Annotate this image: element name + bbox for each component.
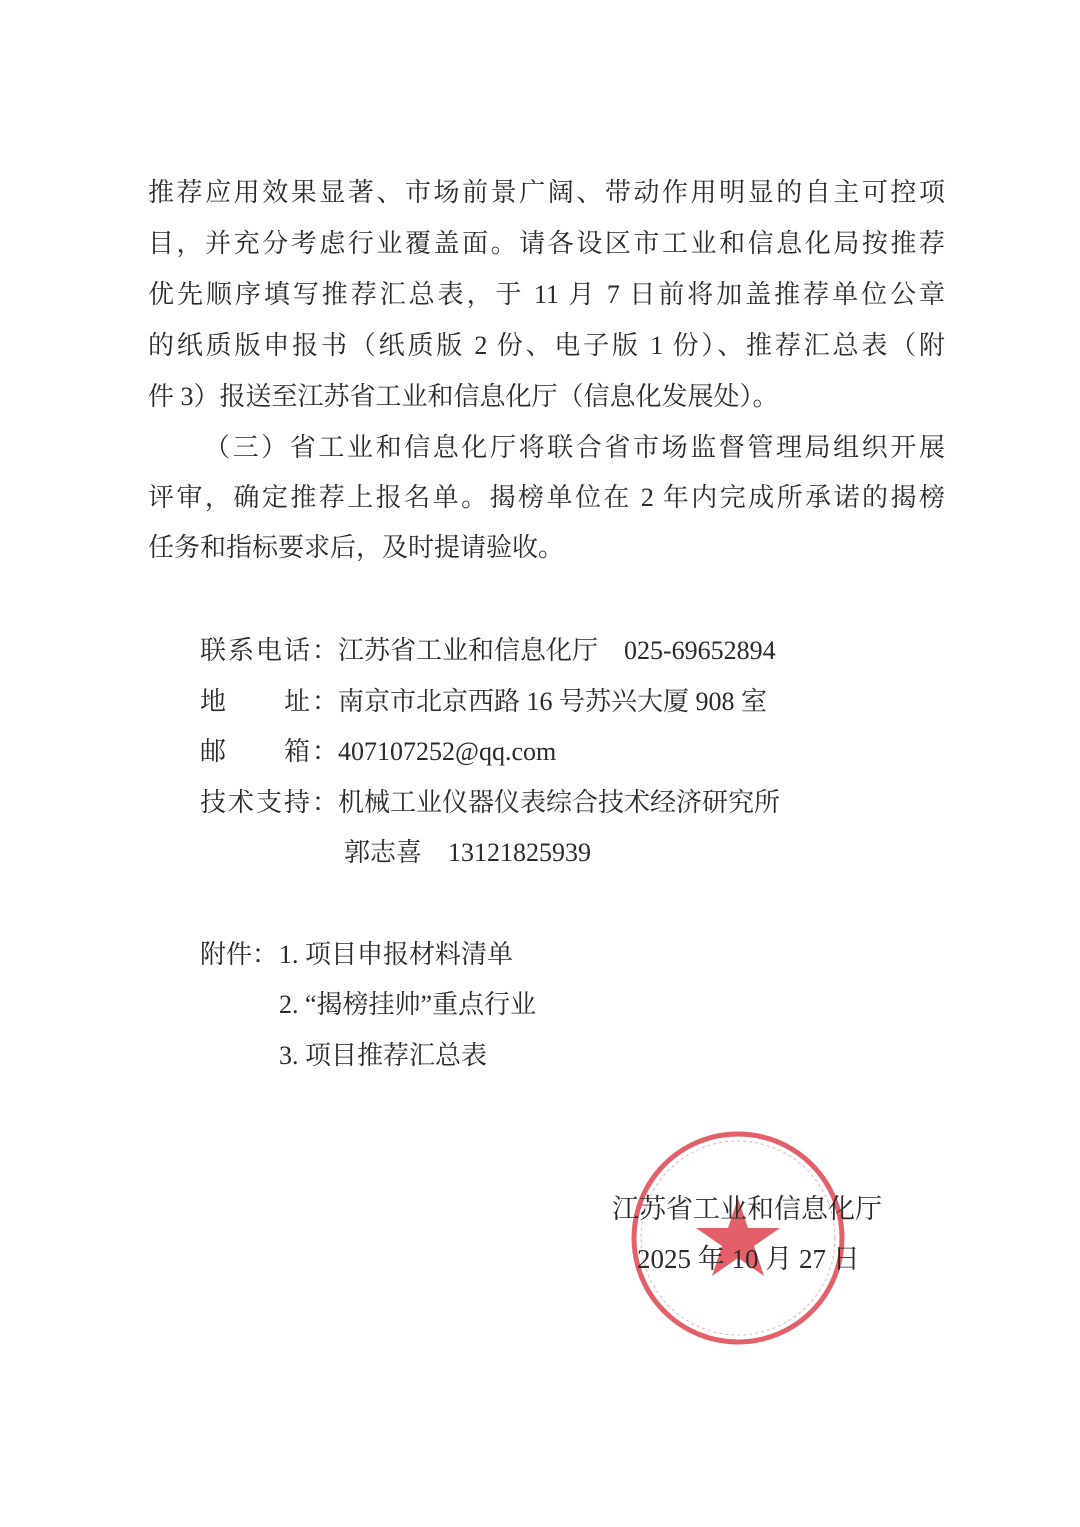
attachment-item: 2. “揭榜挂帅”重点行业 xyxy=(279,990,537,1019)
official-seal xyxy=(628,1128,848,1348)
attachments-label: 附件： xyxy=(200,940,279,969)
email-value: 407107252@qq.com xyxy=(338,737,557,766)
paragraph-line: 推荐应用效果显著、市场前景广阔、带动作用明显的自主可控项 xyxy=(148,178,945,207)
address-label: 地 址： xyxy=(200,687,338,716)
phone-label: 联系电话： xyxy=(200,636,338,665)
signature-date: 2025 年 10 月 27 日 xyxy=(637,1244,860,1274)
support-person: 郭志喜 13121825939 xyxy=(344,838,592,867)
paragraph-line: 评审，确定推荐上报名单。揭榜单位在 2 年内完成所承诺的揭榜 xyxy=(148,483,945,512)
signature-org: 江苏省工业和信息化厅 xyxy=(612,1194,882,1224)
paragraph-line: 目，并充分考虑行业覆盖面。请各设区市工业和信息化局按推荐 xyxy=(148,229,945,258)
paragraph-line: 件 3）报送至江苏省工业和信息化厅（信息化发展处）。 xyxy=(148,382,779,411)
support-value: 机械工业仪器仪表综合技术经济研究所 xyxy=(338,788,781,817)
email-label: 邮 箱： xyxy=(200,737,338,766)
support-label: 技术支持： xyxy=(200,788,338,817)
attachment-item: 3. 项目推荐汇总表 xyxy=(279,1041,488,1070)
phone-value: 江苏省工业和信息化厅 025-69652894 xyxy=(338,636,776,665)
address-value: 南京市北京西路 16 号苏兴大厦 908 室 xyxy=(338,687,768,716)
attachment-item: 1. 项目申报材料清单 xyxy=(279,940,514,969)
paragraph-line: （三）省工业和信息化厅将联合省市场监督管理局组织开展 xyxy=(204,433,945,462)
paragraph-line: 优先顺序填写推荐汇总表，于 11 月 7 日前将加盖推荐单位公章 xyxy=(148,280,945,309)
paragraph-line: 的纸质版申报书（纸质版 2 份、电子版 1 份）、推荐汇总表（附 xyxy=(148,331,945,360)
paragraph-line: 任务和指标要求后，及时提请验收。 xyxy=(148,533,565,562)
